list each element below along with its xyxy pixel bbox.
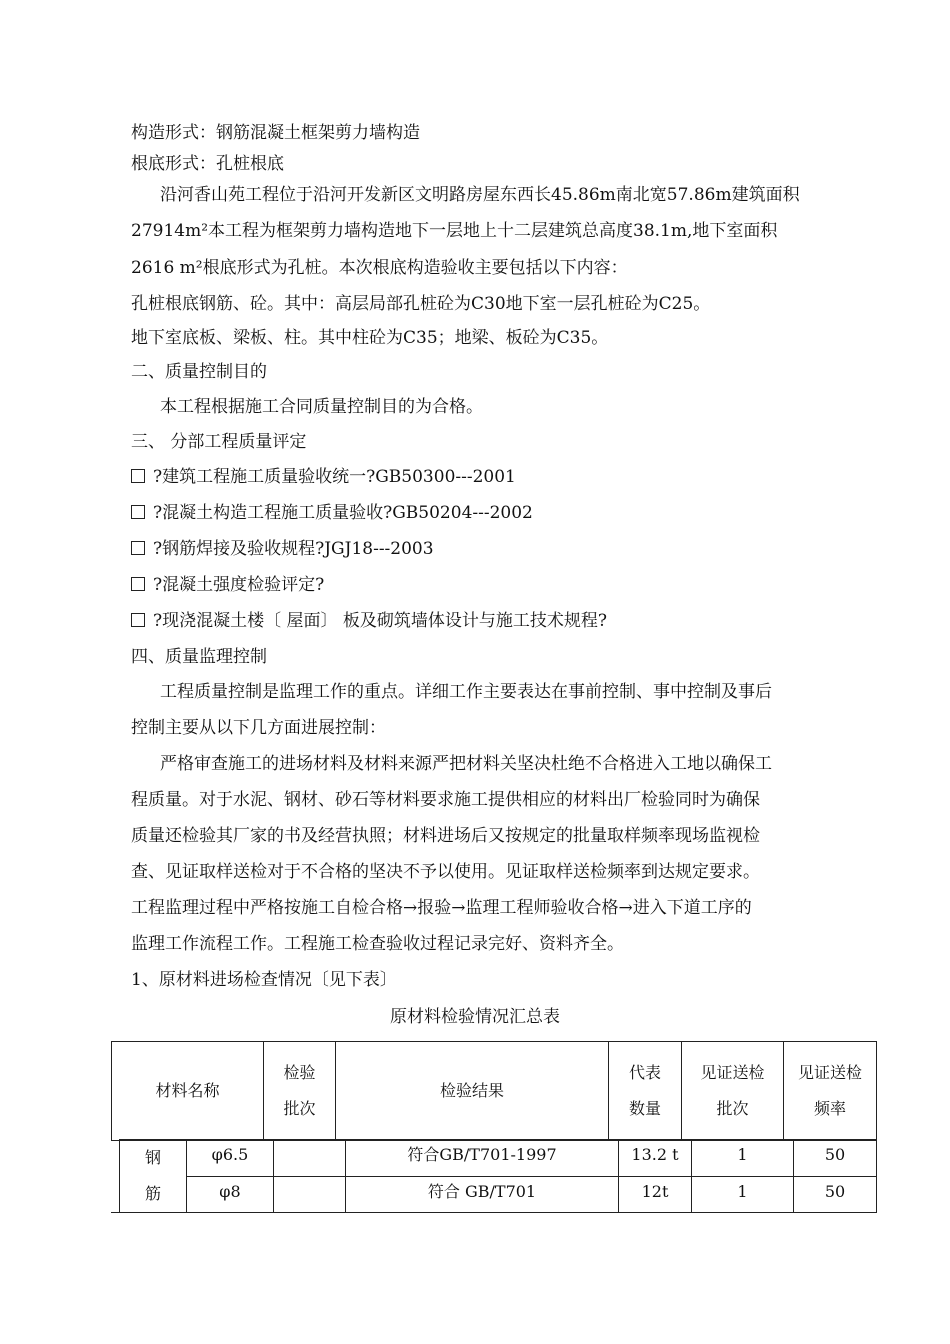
paragraph-line: 孔桩根底钢筋、砼。其中：高层局部孔桩砼为C30地下室一层孔桩砼为C25。	[131, 294, 711, 314]
spec-cell: φ6.5	[187, 1140, 274, 1177]
checklist-item	[131, 501, 533, 525]
header-witness-frequency: 见证送检 频率	[784, 1042, 877, 1141]
table-header	[111, 1041, 877, 1141]
section-heading: 三、 分部工程质量评定	[131, 432, 307, 452]
header-witness-batch: 见证送检 批次	[682, 1042, 784, 1141]
header-material-name: 材料名称	[112, 1042, 264, 1141]
material-group-cell: 钢 筋	[120, 1140, 187, 1213]
quantity-cell: 13.2 t	[619, 1140, 692, 1177]
structure-form-line: 构造形式：钢筋混凝土框架剪力墙构造	[131, 123, 420, 143]
table-title: 原材料检验情况汇总表	[390, 1007, 560, 1027]
checkbox-icon	[131, 541, 145, 555]
table-row	[120, 1176, 877, 1213]
materials-table	[119, 1139, 877, 1213]
checkbox-icon	[131, 577, 145, 591]
paragraph-line: 监理工作流程工作。工程施工检查验收过程记录完好、资料齐全。	[131, 934, 624, 954]
checklist-text: ?混凝土构造工程施工质量验收?GB50204---2002	[153, 503, 533, 523]
witness-batch-cell: 1	[692, 1140, 794, 1177]
checklist-item	[131, 573, 324, 597]
checklist-text: ?建筑工程施工质量验收统一?GB50300---2001	[153, 467, 516, 487]
witness-frequency-cell: 50	[794, 1140, 877, 1177]
paragraph-line: 工程质量控制是监理工作的重点。详细工作主要表达在事前控制、事中控制及事后	[160, 682, 772, 702]
result-cell: 符合GB/T701-1997	[346, 1140, 619, 1177]
checkbox-icon	[131, 505, 145, 519]
batch-cell	[274, 1140, 346, 1177]
checklist-item	[131, 465, 516, 489]
paragraph-line: 沿河香山苑工程位于沿河开发新区文明路房屋东西长45.86m南北宽57.86m建筑面积	[160, 185, 800, 205]
paragraph-line: 程质量。对于水泥、钢材、砂石等材料要求施工提供相应的材料出厂检验同时为确保	[131, 790, 760, 810]
witness-batch-cell: 1	[692, 1176, 794, 1213]
batch-cell	[274, 1176, 346, 1213]
paragraph-line: 地下室底板、梁板、柱。其中柱砼为C35；地梁、板砼为C35。	[131, 328, 609, 348]
header-quantity: 代表 数量	[609, 1042, 682, 1141]
checklist-text: ?现浇混凝土楼〔 屋面〕 板及砌筑墙体设计与施工技术规程?	[153, 611, 608, 631]
paragraph-line: 27914m²本工程为框架剪力墙构造地下一层地上十二层建筑总高度38.1m,地下室面积	[131, 221, 778, 241]
paragraph-line: 控制主要从以下几方面进展控制：	[131, 718, 386, 738]
header-inspection-result: 检验结果	[336, 1042, 609, 1141]
paragraph-line: 查、见证取样送检对于不合格的坚决不予以使用。见证取样送检频率到达规定要求。	[131, 862, 760, 882]
paragraph-line: 工程监理过程中严格按施工自检合格→报验→监理工程师验收合格→进入下道工序的	[131, 898, 752, 918]
paragraph-line: 质量还检验其厂家的书及经营执照；材料进场后又按规定的批量取样频率现场监视检	[131, 826, 760, 846]
checkbox-icon	[131, 469, 145, 483]
spec-cell: φ8	[187, 1176, 274, 1213]
header-inspection-batch: 检验 批次	[264, 1042, 336, 1141]
witness-frequency-cell: 50	[794, 1176, 877, 1213]
checklist-item	[131, 609, 607, 633]
result-cell: 符合 GB/T701	[346, 1176, 619, 1213]
table-border-stub	[111, 1212, 120, 1213]
paragraph-line: 本工程根据施工合同质量控制目的为合格。	[160, 397, 483, 417]
checkbox-icon	[131, 613, 145, 627]
paragraph-line: 严格审查施工的进场材料及材料来源严把材料关坚决杜绝不合格进入工地以确保工	[160, 754, 772, 774]
section-heading: 二、质量控制目的	[131, 362, 267, 382]
checklist-text: ?钢筋焊接及验收规程?JGJ18---2003	[153, 539, 434, 559]
checklist-item	[131, 537, 434, 561]
paragraph-line: 2616 m²根底形式为孔桩。本次根底构造验收主要包括以下内容：	[131, 258, 628, 278]
checklist-text: ?混凝土强度检验评定?	[153, 575, 325, 595]
subsection-heading: 1、原材料进场检查情况〔见下表〕	[131, 970, 397, 990]
section-heading: 四、质量监理控制	[131, 647, 267, 667]
quantity-cell: 12t	[619, 1176, 692, 1213]
foundation-form-line: 根底形式：孔桩根底	[131, 154, 284, 174]
table-row	[120, 1140, 877, 1177]
